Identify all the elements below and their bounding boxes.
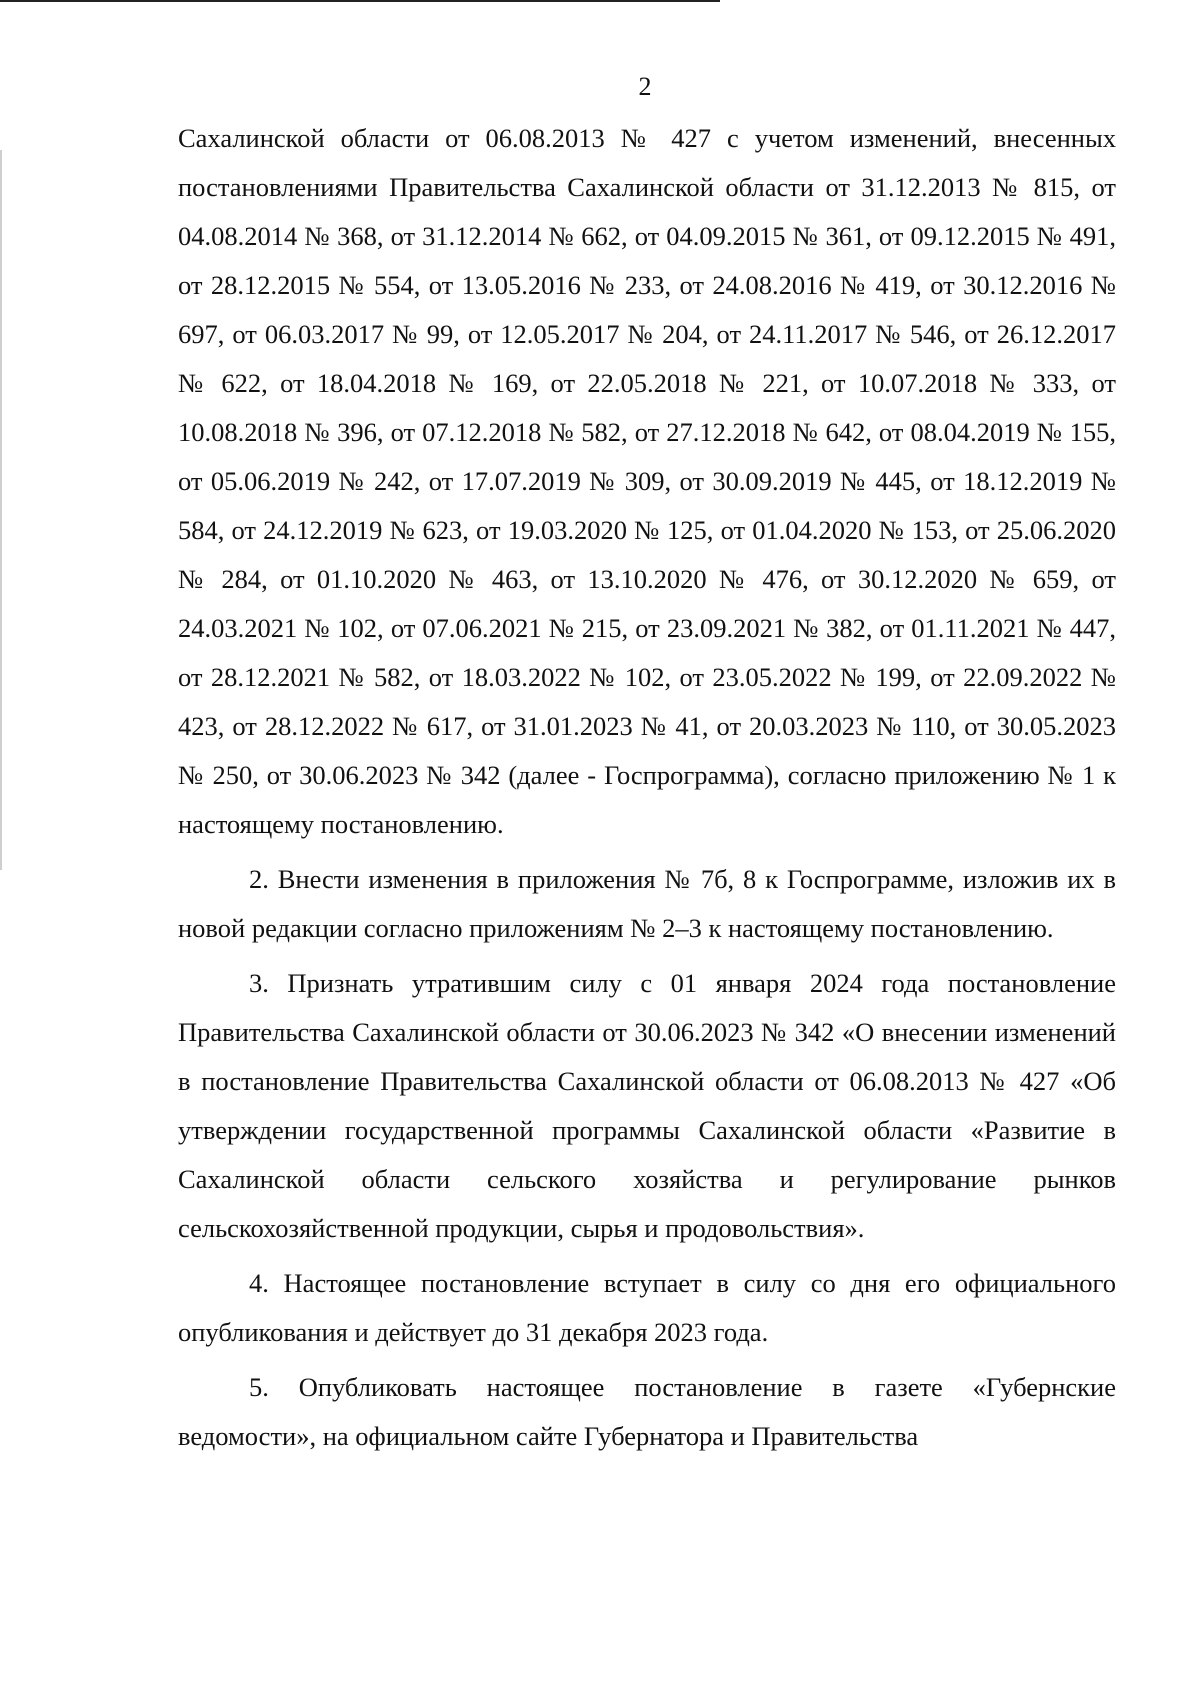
scan-top-edge-line [0,0,720,2]
document-body [178,114,1116,1461]
paragraph-item-3: 3. Признать утратившим силу с 01 января 2024 года постановление Правительства Сахалинской области от 30.06.2023 № 342 «О внесении изменений в постановление Правительства Сахалинской области от 06.08.2013 № 427 «Об утверждении государственной программы Сахалинской области «Развитие в Сахалинской области сельского хозяйства и регулирование рынков сельскохозяйственной продукции, сырья и продовольствия». [178,968,1116,1243]
paragraph-item-2: 2. Внести изменения в приложения № 7б, 8 к Госпрограмме, изложив их в новой редакции согласно приложениям № 2–3 к настоящему постановлению. [178,864,1116,943]
scan-left-edge-shadow [0,150,2,870]
paragraph-item-4: 4. Настоящее постановление вступает в силу со дня его официального опубликования и действует до 31 декабря 2023 года. [178,1268,1116,1347]
page-number: 2 [638,72,652,101]
paragraph-item-5: 5. Опубликовать настоящее постановление в газете «Губернские ведомости», на официальном сайте Губернатора и Правительства [178,1372,1116,1451]
paragraph-amendments-list: Сахалинской области от 06.08.2013 № 427 с учетом изменений, внесенных постановлениями Правительства Сахалинской области от 31.12.2013 № 815, от 04.08.2014 № 368, от 31.12.2014 № 662, от 04.09.2015 № 361, от 09.12.2015 № 491, от 28.12.2015 № 554, от 13.05.2016 № 233, от 24.08.2016 № 419, от 30.12.2016 № 697, от 06.03.2017 № 99, от 12.05.2017 № 204, от 24.11.2017 № 546, от 26.12.2017 № 622, от 18.04.2018 № 169, от 22.05.2018 № 221, от 10.07.2018 № 333, от 10.08.2018 № 396, от 07.12.2018 № 582, от 27.12.2018 № 642, от 08.04.2019 № 155, от 05.06.2019 № 242, от 17.07.2019 № 309, от 30.09.2019 № 445, от 18.12.2019 № 584, от 24.12.2019 № 623, от 19.03.2020 № 125, от 01.04.2020 № 153, от 25.06.2020 № 284, от 01.10.2020 № 463, от 13.10.2020 № 476, от 30.12.2020 № 659, от 24.03.2021 № 102, от 07.06.2021 № 215, от 23.09.2021 № 382, от 01.11.2021 № 447, от 28.12.2021 № 582, от 18.03.2022 № 102, от 23.05.2022 № 199, от 22.09.2022 № 423, от 28.12.2022 № 617, от 31.01.2023 № 41, от 20.03.2023 № 110, от 30.05.2023 № 250, от 30.06.2023 № 342 (далее - Госпрограмма), согласно приложению № 1 к настоящему постановлению. [178,123,1116,839]
